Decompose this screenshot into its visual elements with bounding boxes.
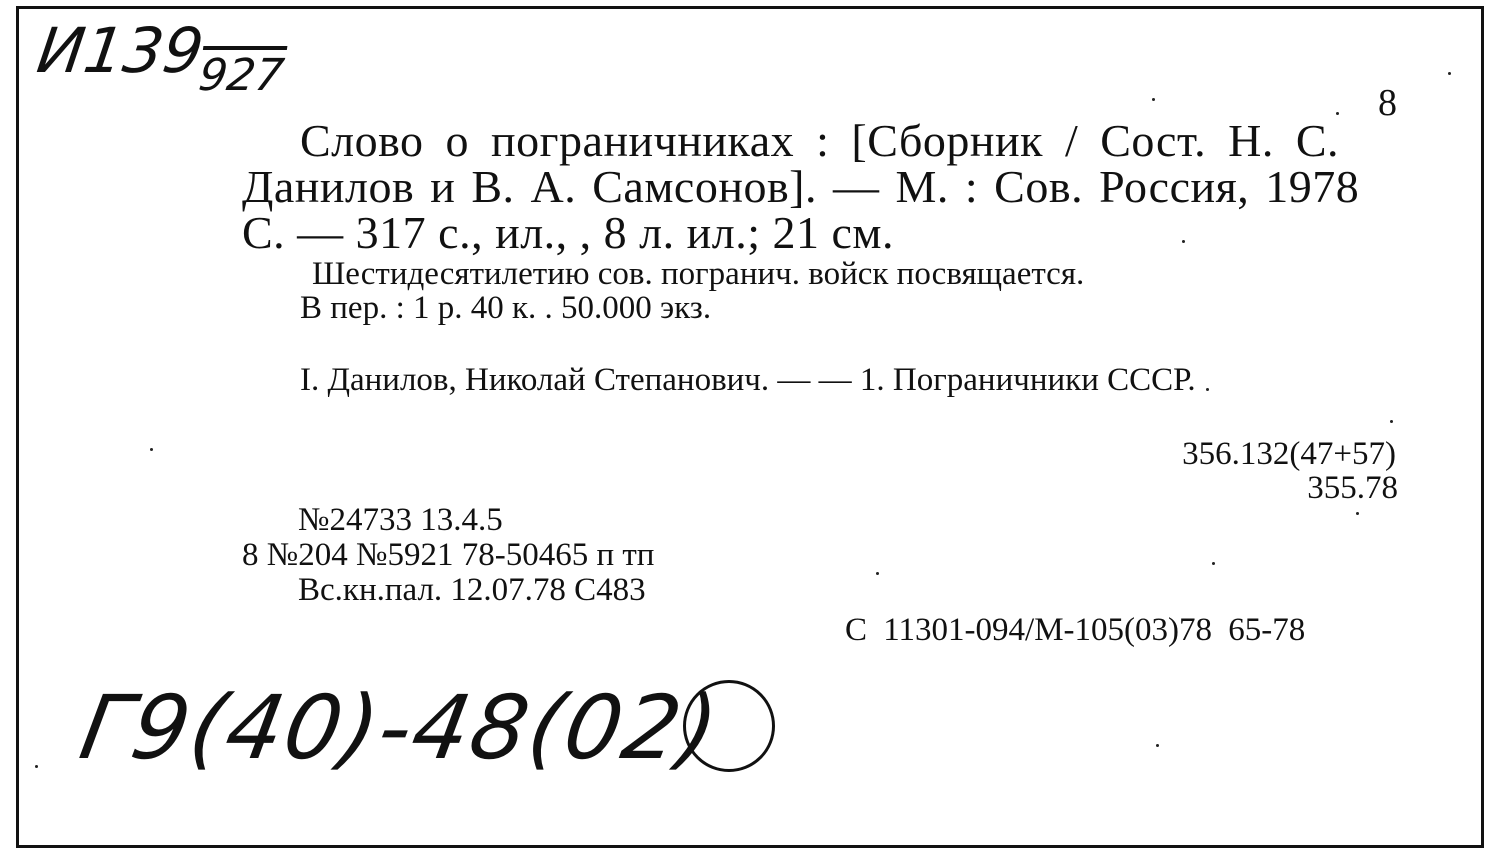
scan-speck	[1206, 388, 1209, 391]
classification-udc: 356.132(47+57)	[1182, 436, 1396, 472]
scan-speck	[1152, 98, 1155, 101]
scan-speck	[150, 448, 153, 451]
print-info-line-2: 8 №204 №5921 78-50465 п тп	[242, 537, 655, 573]
scan-speck	[1182, 240, 1185, 243]
title-line-3: С. — 317 с., ил., , 8 л. ил.; 21 см.	[242, 207, 895, 258]
title-line-1: Слово о пограничниках : [Сборник / Сост. Н. С.	[300, 115, 1340, 166]
card-number: 8	[1378, 82, 1397, 124]
handwritten-classification: Г9(40)-48(02)	[73, 676, 728, 779]
dedication-note: Шестидесятилетию сов. погранич. войск посвящается.	[312, 256, 1085, 292]
scan-speck	[35, 765, 38, 768]
handwritten-shelf-mark	[32, 14, 291, 101]
scan-speck	[1390, 420, 1393, 423]
print-info-line-3: Вс.кн.пал. 12.07.78 С483	[298, 572, 646, 608]
subject-headings: I. Данилов, Николай Степанович. — — 1. Пограничники СССР.	[300, 362, 1196, 398]
scan-speck	[1356, 512, 1359, 515]
stamp-circle	[683, 680, 775, 772]
print-info-line-1: №24733 13.4.5	[298, 502, 503, 538]
classification-bbk: 355.78	[1307, 470, 1398, 506]
handwritten-shelf-mark-sub: 927	[195, 50, 287, 101]
publisher-code: С 11301-094/М-105(03)78 65-78	[845, 612, 1306, 648]
scan-speck	[1212, 562, 1215, 565]
scan-speck	[1448, 72, 1451, 75]
scan-speck	[876, 572, 879, 575]
handwritten-shelf-mark-main: И139	[32, 14, 208, 87]
scan-speck	[1156, 744, 1159, 747]
title-line-2: Данилов и В. А. Самсонов]. — М. : Сов. Россия, 1978	[242, 161, 1360, 212]
scan-speck	[1336, 112, 1339, 115]
price-circulation: В пер. : 1 р. 40 к. . 50.000 экз.	[300, 290, 712, 326]
